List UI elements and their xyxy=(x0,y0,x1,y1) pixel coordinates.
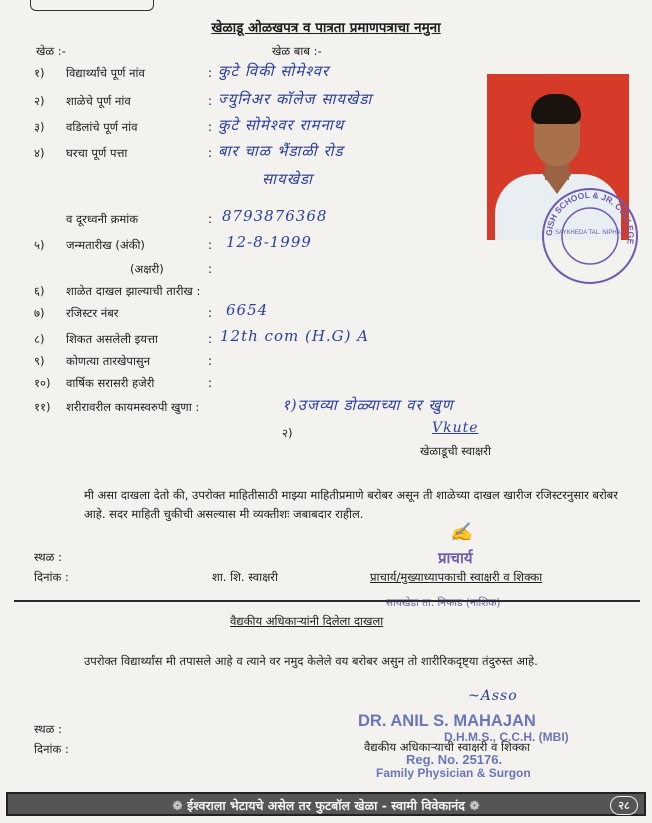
declaration-body: मी असा दाखला देतो की, उपरोक्त माहितीसाठी माझ्या माहितीप्रमाणे बरोबर असून ती शाळेच्या दाखल खारीज रजिस्टरनुसार बरोबर आहे. सदर माहिती चुकीची असल्यास मी व्यक्तीशः जबाबदार राहील. xyxy=(84,488,618,521)
field-label: जन्मतारीख (अंकी) xyxy=(66,238,145,252)
field-number: ८) xyxy=(34,332,45,346)
field-colon: : xyxy=(208,120,213,134)
field-number: २) xyxy=(34,94,45,108)
place-label-2: स्थळ : xyxy=(34,722,62,736)
page-number: २८ xyxy=(610,796,638,815)
principal-signature: ✍ xyxy=(450,522,474,543)
khel-bab-label: खेळ बाब :- xyxy=(272,44,322,58)
field-label: शाळेचे पूर्ण नांव xyxy=(66,94,131,108)
stamp-inner-text: SAYKHEDA TAL. NIPHAD xyxy=(554,230,626,236)
pt-signature-label: शा. शि. स्वाक्षरी xyxy=(212,570,278,584)
field-number: ९) xyxy=(34,354,45,368)
field-colon: : xyxy=(208,376,213,390)
field-colon: : xyxy=(208,66,213,80)
field-number: १) xyxy=(34,66,45,80)
doctor-signature: ~Asso xyxy=(468,688,518,704)
field-value: बार चाळ भैंडाळी रोड xyxy=(218,142,344,160)
field-value: 12-8-1999 xyxy=(226,233,312,251)
school-stamp xyxy=(540,186,640,286)
field-number: ३) xyxy=(34,120,45,134)
doctor-qualification: D.H.M.S., C.C.H. (MBI) xyxy=(444,730,569,744)
field-colon: : xyxy=(208,146,213,160)
declaration-text xyxy=(84,486,624,524)
section-divider xyxy=(14,600,640,602)
field-number: ७) xyxy=(34,306,45,320)
mark-2-label: २) xyxy=(282,426,293,440)
doctor-name: DR. ANIL S. MAHAJAN xyxy=(358,712,536,730)
header-tab xyxy=(30,0,154,11)
field-label: रजिस्टर नंबर xyxy=(66,306,119,320)
field-label: कोणत्या तारखेपासुन xyxy=(66,354,151,368)
field-colon: : xyxy=(208,332,213,346)
field-value: कुटे सोमेश्वर रामनाथ xyxy=(218,116,345,134)
field-label: शरीरावरील कायमस्वरुपी खुणा : xyxy=(66,400,200,414)
field-value: 12th com (H.G) A xyxy=(220,327,370,345)
footer-ornament-left: ❁ xyxy=(172,798,188,813)
footer-quote: ईश्वराला भेटायचे असेल तर फुटबॉल खेळा - स्वामी विवेकानंद xyxy=(187,798,465,813)
field-colon: : xyxy=(208,212,213,226)
field-number: ५) xyxy=(34,238,45,252)
medical-text: उपरोक्त विद्यार्थ्यांस मी तपासले आहे व त्याने वर नमुद केलेले वय बरोबर असुन तो शारीरिकदृष्ट्या तंदुरुस्त आहे. xyxy=(84,654,538,668)
svg-text:GISH SCHOOL & JR. COLLEGE xyxy=(544,190,636,245)
date-label-1: दिनांक : xyxy=(34,570,69,584)
footer-ornament-right: ❁ xyxy=(464,798,480,813)
field-value: ज्युनिअर कॉलेज सायखेडा xyxy=(218,90,373,108)
field-label: विद्यार्थ्यांचे पूर्ण नांव xyxy=(66,66,145,80)
field-colon: : xyxy=(208,354,213,368)
page-title: खेळाडू ओळखपत्र व पात्रता प्रमाणपत्राचा नमुना xyxy=(211,20,441,36)
medical-title: वैद्यकीय अधिकाऱ्यांनी दिलेला दाखला xyxy=(230,614,384,628)
field-value: 6654 xyxy=(226,301,269,319)
field-label: शिकत असलेली इयत्ता xyxy=(66,332,158,346)
field-number: ११) xyxy=(34,400,51,414)
field-number: १०) xyxy=(34,376,51,390)
khel-label: खेळ :- xyxy=(36,44,66,58)
field-colon: : xyxy=(208,94,213,108)
field-label: वडिलांचे पूर्ण नांव xyxy=(66,120,138,134)
field-label: व दूरध्वनी क्रमांक xyxy=(66,212,139,226)
stamp-text: GISH SCHOOL & JR. COLLEGE xyxy=(543,189,637,245)
doctor-role: Family Physician & Surgon xyxy=(376,766,531,780)
field-value: १)उजव्या डोळ्याच्या वर खुण xyxy=(282,396,454,414)
field-colon: : xyxy=(208,238,213,252)
field-label: घरचा पूर्ण पत्ता xyxy=(66,146,128,160)
date-label-2: दिनांक : xyxy=(34,742,69,756)
college-stamp-line: सायखेडा ता. निफाड (नाशिक) xyxy=(386,597,501,609)
principal-sign-label: प्राचार्य/मुख्याध्यापकाची स्वाक्षरी व शिक्का xyxy=(370,570,543,584)
field-value: सायखेडा xyxy=(262,170,313,188)
principal-stamp: प्राचार्य xyxy=(438,549,473,567)
field-label: (अक्षरी) xyxy=(130,262,164,276)
field-label: शाळेत दाखल झाल्याची तारीख : xyxy=(66,284,201,298)
doctor-reg: Reg. No. 25176. xyxy=(406,752,503,767)
field-number: ४) xyxy=(34,146,45,160)
place-label-1: स्थळ : xyxy=(34,550,62,564)
field-colon: : xyxy=(208,262,213,276)
footer-banner xyxy=(6,792,646,816)
field-value: 8793876368 xyxy=(222,207,328,225)
medical-sign-label: वैद्यकीय अधिकाऱ्याची स्वाक्षरी व शिक्का xyxy=(364,740,530,754)
field-number: ६) xyxy=(34,284,45,298)
field-label: वार्षिक सरासरी हजेरी xyxy=(66,376,155,390)
player-sign-label: खेळाडूची स्वाक्षरी xyxy=(420,444,491,458)
field-colon: : xyxy=(208,306,213,320)
field-value: कुटे विकी सोमेश्वर xyxy=(218,62,330,80)
player-signature: Vkute xyxy=(432,420,479,436)
